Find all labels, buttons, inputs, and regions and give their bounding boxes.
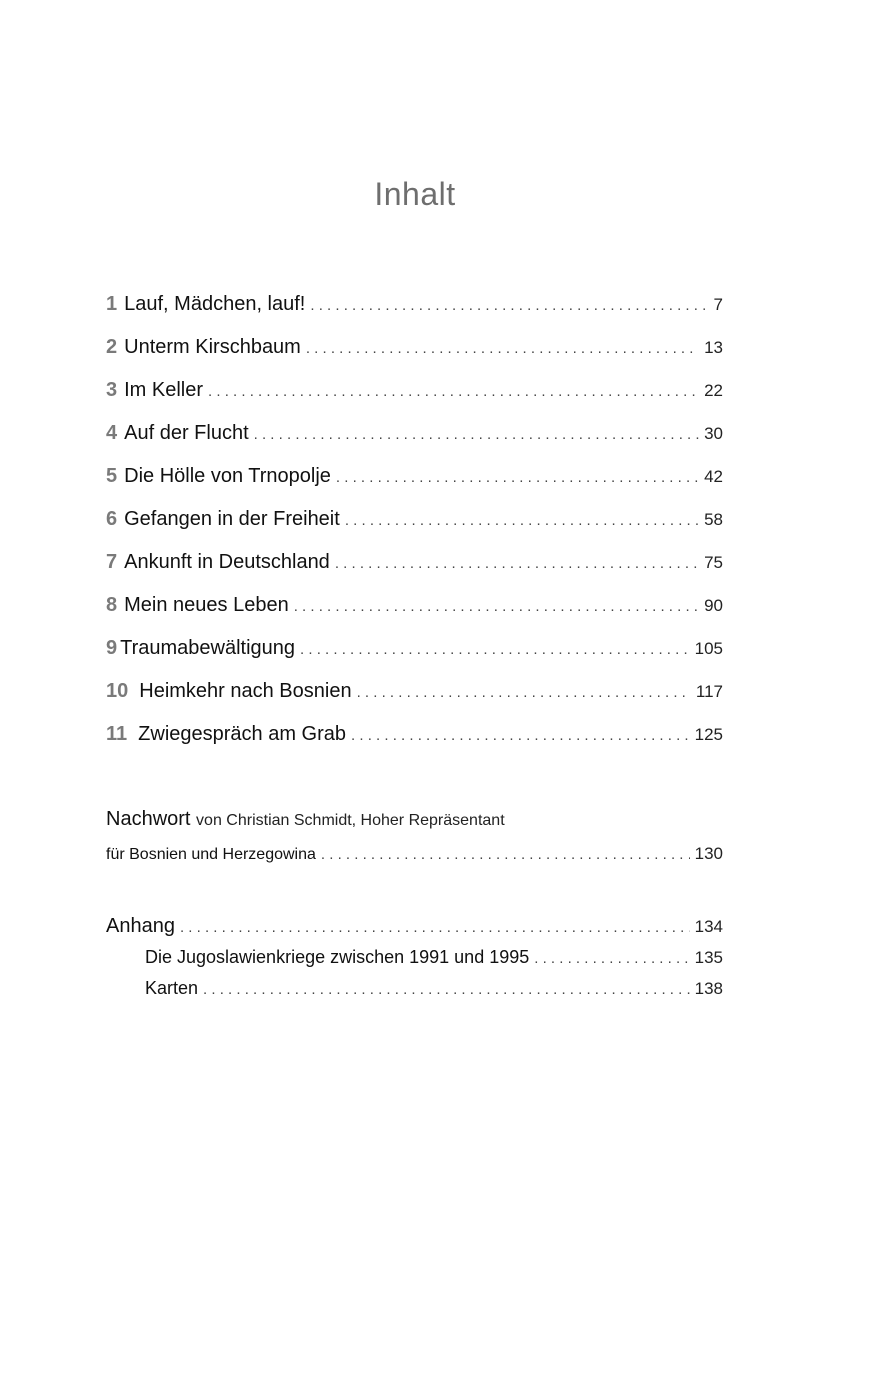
toc-entry-nachwort-line2[interactable] [106, 840, 723, 868]
page-number: 117 [695, 682, 723, 701]
nachwort-author: von Christian Schmidt, Hoher Repräsentant [196, 812, 505, 829]
dot-leader [534, 945, 689, 971]
dot-leader [208, 377, 699, 405]
page-number: 138 [694, 979, 723, 998]
page-number: 13 [704, 338, 723, 357]
chapter-title: Gefangen in der Freiheit [124, 508, 340, 530]
page-number: 135 [694, 948, 723, 967]
chapter-number: 4 [106, 422, 118, 444]
dot-leader [300, 635, 690, 663]
dot-leader [180, 913, 690, 941]
chapter-title: Die Hölle von Trnopolje [124, 465, 331, 487]
toc-entry-chapter-8[interactable] [106, 590, 723, 620]
page-number: 130 [694, 844, 723, 863]
chapter-number: 2 [106, 336, 118, 358]
page-number: 75 [704, 553, 723, 572]
chapter-title: Mein neues Leben [124, 594, 289, 616]
anhang-item-title: Karten [145, 978, 199, 998]
page-title: Inhalt [374, 176, 456, 212]
chapter-number: 11 [106, 723, 128, 745]
dot-leader [345, 506, 699, 534]
dot-leader [310, 291, 708, 319]
page-number: 7 [713, 295, 723, 314]
dot-leader [351, 721, 690, 749]
toc-entry-chapter-6[interactable] [106, 504, 723, 534]
toc-entry-chapter-1[interactable] [106, 289, 723, 319]
dot-leader [335, 549, 699, 577]
chapter-number: 10 [106, 680, 129, 702]
toc-entry-chapter-9[interactable] [106, 633, 723, 663]
dot-leader [336, 463, 699, 491]
toc-entry-chapter-10[interactable] [106, 676, 723, 706]
nachwort-label: Nachwort [106, 808, 191, 830]
page-number: 42 [704, 467, 723, 486]
chapter-number: 1 [106, 293, 118, 315]
toc-entry-nachwort[interactable] [106, 808, 505, 831]
dot-leader [321, 841, 690, 868]
chapter-number: 8 [106, 594, 118, 616]
chapter-number: 3 [106, 379, 118, 401]
chapter-title: Ankunft in Deutschland [124, 551, 330, 573]
page-number: 30 [704, 424, 723, 443]
toc-entry-anhang[interactable] [106, 911, 723, 941]
page-number: 125 [694, 725, 723, 744]
page-number: 105 [694, 639, 723, 658]
toc-entry-anhang-karten[interactable] [145, 974, 723, 1002]
chapter-title: Auf der Flucht [124, 422, 249, 444]
page-number: 90 [704, 596, 723, 615]
toc-entry-chapter-7[interactable] [106, 547, 723, 577]
toc-entry-anhang-jugoslawienkriege[interactable] [145, 943, 723, 971]
page-number: 58 [704, 510, 723, 529]
dot-leader [203, 976, 690, 1002]
page-number: 22 [704, 381, 723, 400]
dot-leader [254, 420, 699, 448]
chapter-title: Unterm Kirschbaum [124, 336, 301, 358]
dot-leader [306, 334, 699, 362]
chapter-title: Traumabewältigung [120, 637, 296, 659]
anhang-item-title: Die Jugoslawienkriege zwischen 1991 und 1995 [145, 947, 530, 967]
chapter-title: Heimkehr nach Bosnien [139, 680, 352, 702]
dot-leader [357, 678, 691, 706]
nachwort-subtitle: für Bosnien und Herzegowina [106, 846, 316, 863]
toc-entry-chapter-3[interactable] [106, 375, 723, 405]
page-number: 134 [694, 917, 723, 936]
dot-leader [294, 592, 699, 620]
chapter-title: Lauf, Mädchen, lauf! [124, 293, 306, 315]
chapter-title: Im Keller [124, 379, 204, 401]
toc-entry-chapter-4[interactable] [106, 418, 723, 448]
anhang-label: Anhang [106, 915, 175, 937]
toc-entry-chapter-5[interactable] [106, 461, 723, 491]
chapter-number: 9 [106, 637, 118, 659]
toc-entry-chapter-11[interactable] [106, 719, 723, 749]
chapter-number: 7 [106, 551, 118, 573]
chapter-title: Zwiegespräch am Grab [138, 723, 347, 745]
chapter-number: 5 [106, 465, 118, 487]
chapter-number: 6 [106, 508, 118, 530]
toc-entry-chapter-2[interactable] [106, 332, 723, 362]
